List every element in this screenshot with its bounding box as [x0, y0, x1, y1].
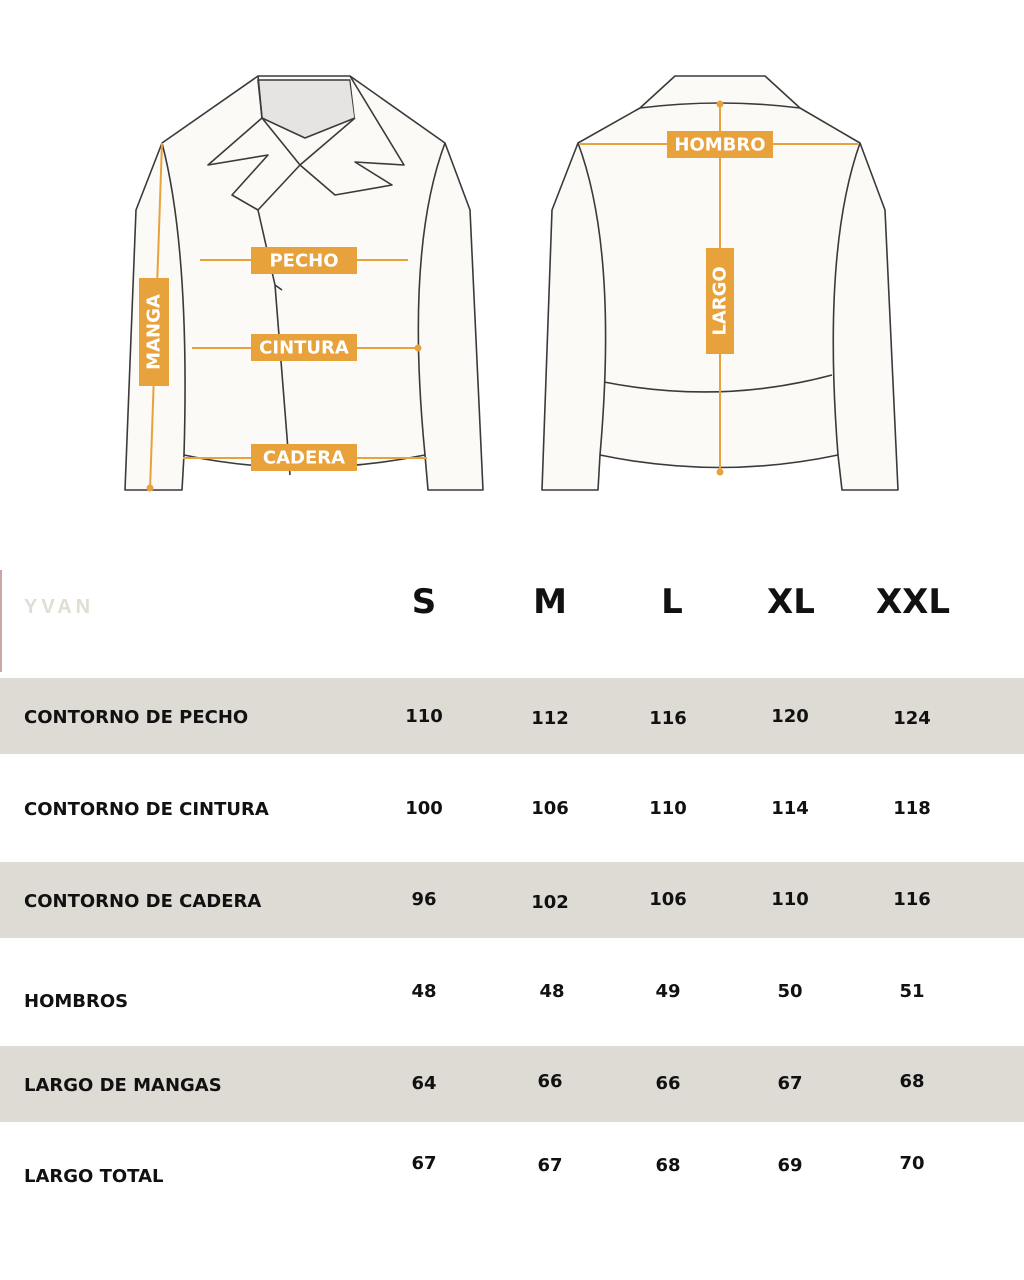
table-cell: 110: [649, 798, 687, 819]
svg-text:CADERA: CADERA: [262, 447, 346, 469]
table-cell: 102: [531, 892, 569, 913]
table-row-sleeve-length: [0, 1046, 1024, 1122]
table-cell: 66: [655, 1073, 681, 1094]
row-label: LARGO TOTAL: [24, 1166, 164, 1187]
table-cell: 96: [411, 889, 437, 910]
table-cell: 68: [655, 1155, 681, 1176]
table-cell: 70: [899, 1153, 925, 1174]
table-cell: 50: [777, 981, 803, 1002]
table-cell: 66: [537, 1071, 563, 1092]
row-label: HOMBROS: [24, 991, 129, 1012]
size-header-s: S: [411, 582, 437, 622]
brand-name: YVAN: [24, 596, 95, 618]
brand-accent-bar: [0, 570, 2, 672]
table-cell: 114: [771, 798, 809, 819]
row-label: LARGO DE MANGAS: [24, 1075, 222, 1096]
front-jacket: [125, 76, 483, 490]
waist-tag: [251, 334, 357, 361]
length-tag: [706, 248, 734, 354]
table-cell: 106: [649, 889, 687, 910]
table-cell: 110: [771, 889, 809, 910]
svg-text:MANGA: MANGA: [143, 294, 165, 370]
jacket-diagram: [0, 0, 1024, 520]
row-label: CONTORNO DE PECHO: [24, 707, 249, 728]
table-cell: 100: [405, 798, 443, 819]
svg-text:CINTURA: CINTURA: [259, 337, 349, 359]
table-cell: 116: [649, 708, 687, 729]
table-cell: 124: [893, 708, 931, 729]
table-cell: 64: [411, 1073, 437, 1094]
table-cell: 67: [537, 1155, 563, 1176]
svg-text:PECHO: PECHO: [269, 250, 339, 272]
size-header-xxl: XXL: [875, 582, 951, 622]
table-cell: 106: [531, 798, 569, 819]
size-header-xl: XL: [767, 582, 815, 622]
table-cell: 110: [405, 706, 443, 727]
table-row-waist: [0, 770, 1024, 846]
table-cell: 112: [531, 708, 569, 729]
shoulder-tag: [667, 131, 773, 158]
row-label: CONTORNO DE CADERA: [24, 891, 262, 912]
table-cell: 49: [655, 981, 681, 1002]
hip-tag: [251, 444, 357, 471]
table-row-chest: [0, 678, 1024, 754]
table-row-hip: [0, 862, 1024, 938]
row-label: CONTORNO DE CINTURA: [24, 799, 269, 820]
table-cell: 48: [539, 981, 565, 1002]
table-cell: 116: [893, 889, 931, 910]
table-cell: 48: [411, 981, 437, 1002]
table-cell: 67: [411, 1153, 437, 1174]
svg-text:LARGO: LARGO: [709, 266, 731, 336]
svg-text:HOMBRO: HOMBRO: [674, 134, 766, 156]
table-cell: 68: [899, 1071, 925, 1092]
size-header-l: L: [661, 582, 683, 622]
table-cell: 51: [899, 981, 925, 1002]
table-row-shoulders: [0, 954, 1024, 1030]
chest-tag: [251, 247, 357, 274]
table-row-total-length: [0, 1138, 1024, 1214]
sleeve-tag: [139, 278, 169, 386]
table-cell: 69: [777, 1155, 803, 1176]
size-header-m: M: [533, 582, 567, 622]
table-cell: 67: [777, 1073, 803, 1094]
table-cell: 118: [893, 798, 931, 819]
table-cell: 120: [771, 706, 809, 727]
